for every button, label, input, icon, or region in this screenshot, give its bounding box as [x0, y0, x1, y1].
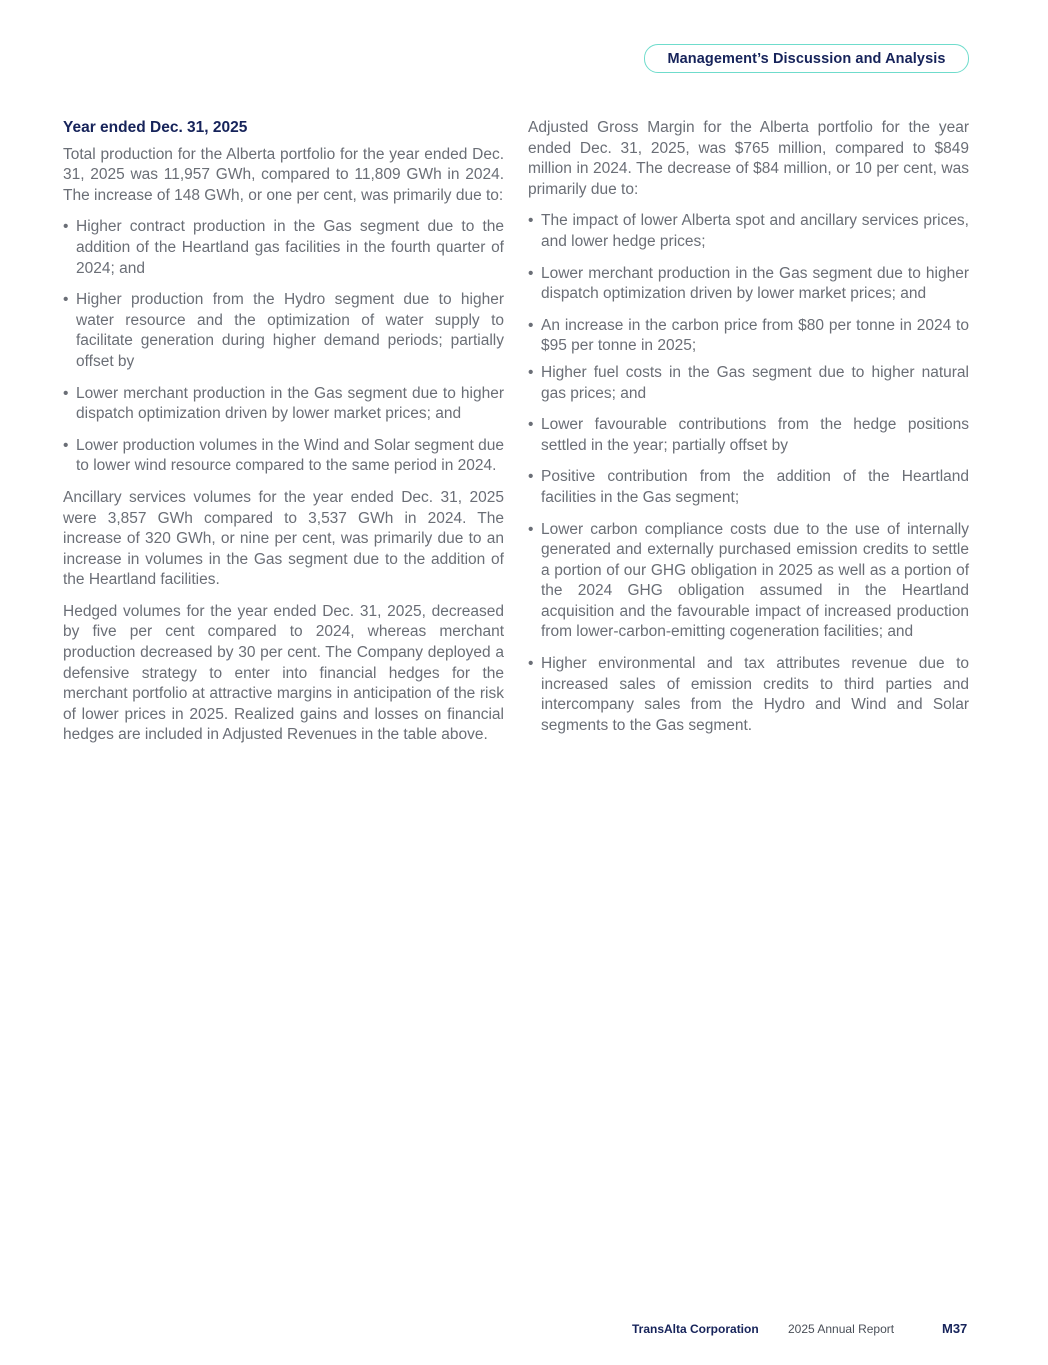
footer-company: TransAlta Corporation — [632, 1322, 759, 1336]
ancillary-paragraph: Ancillary services volumes for the year ended Dec. 31, 2025 were 3,857 GWh compared to 3,537 GWh in 2024. The increase of 320 GWh, or nine per cent, was primarily due to an increase in volumes in the Gas segment due to the addition of the Heartland facilities. — [63, 488, 504, 589]
list-item: • Positive contribution from the addition of the Heartland facilities in the Gas segment; — [528, 467, 969, 508]
list-item: • Higher production from the Hydro segment due to higher water resource and the optimization of water supply to facilitate generation during higher demand periods; partially offset by — [63, 290, 504, 372]
production-bullets — [63, 217, 504, 477]
gross-margin-intro: Adjusted Gross Margin for the Alberta portfolio for the year ended Dec. 31, 2025, was $765 million, compared to $849 million in 2024. The decrease of $84 million, or 10 per cent, was primarily due to: — [528, 119, 969, 198]
list-item: • Higher environmental and tax attributes revenue due to increased sales of emission credits to third parties and intercompany sales from the Hydro and Wind and Solar segments to the Gas segment. — [528, 654, 969, 736]
production-intro: Total production for the Alberta portfolio for the year ended Dec. 31, 2025 was 11,957 GWh, compared to 11,809 GWh in 2024. The increase of 148 GWh, or one per cent, was primarily due to: — [63, 145, 504, 204]
list-item: • Higher contract production in the Gas segment due to the addition of the Heartland gas facilities in the fourth quarter of 2024; and — [63, 217, 504, 279]
section-title-badge — [644, 44, 969, 73]
list-item: • Lower production volumes in the Wind and Solar segment due to lower wind resource compared to the same period in 2024. — [63, 436, 504, 477]
hedged-paragraph: Hedged volumes for the year ended Dec. 31, 2025, decreased by five per cent compared to 2024, whereas merchant production decreased by 30 per cent. The Company deployed a defensive strategy to enter into financial hedges for the merchant portfolio at attractive margins in anticipation of the risk of lower prices in 2025. Realized gains and losses on financial hedges are included in Adjusted Revenues in the table above. — [63, 602, 504, 744]
list-item: • An increase in the carbon price from $80 per tonne in 2024 to $95 per tonne in 2025; — [528, 316, 969, 357]
gross-margin-bullets — [528, 211, 969, 736]
list-item: • Lower favourable contributions from the hedge positions settled in the year; partially offset by — [528, 415, 969, 456]
page-number: M37 — [942, 1321, 968, 1336]
left-column — [63, 118, 504, 757]
section-title: Management’s Discussion and Analysis — [667, 50, 946, 67]
list-item: • Lower merchant production in the Gas segment due to higher dispatch optimization driven by lower market prices; and — [63, 384, 504, 425]
right-column — [528, 118, 969, 747]
list-item: • The impact of lower Alberta spot and ancillary services prices, and lower hedge prices; — [528, 211, 969, 252]
list-item: • Lower carbon compliance costs due to the use of internally generated and externally purchased emission credits to settle a portion of our GHG obligation in 2025 as well as a portion of the 2024 GHG obligation assumed in the Heartland acquisition and the favourable impact of increased production from lower-carbon-emitting cogeneration facilities; and — [528, 520, 969, 644]
list-item: • Lower merchant production in the Gas segment due to higher dispatch optimization driven by lower market prices; and — [528, 264, 969, 305]
footer-report: 2025 Annual Report — [788, 1322, 895, 1336]
section-heading: Year ended Dec. 31, 2025 — [63, 119, 248, 136]
list-item: • Higher fuel costs in the Gas segment due to higher natural gas prices; and — [528, 363, 969, 404]
